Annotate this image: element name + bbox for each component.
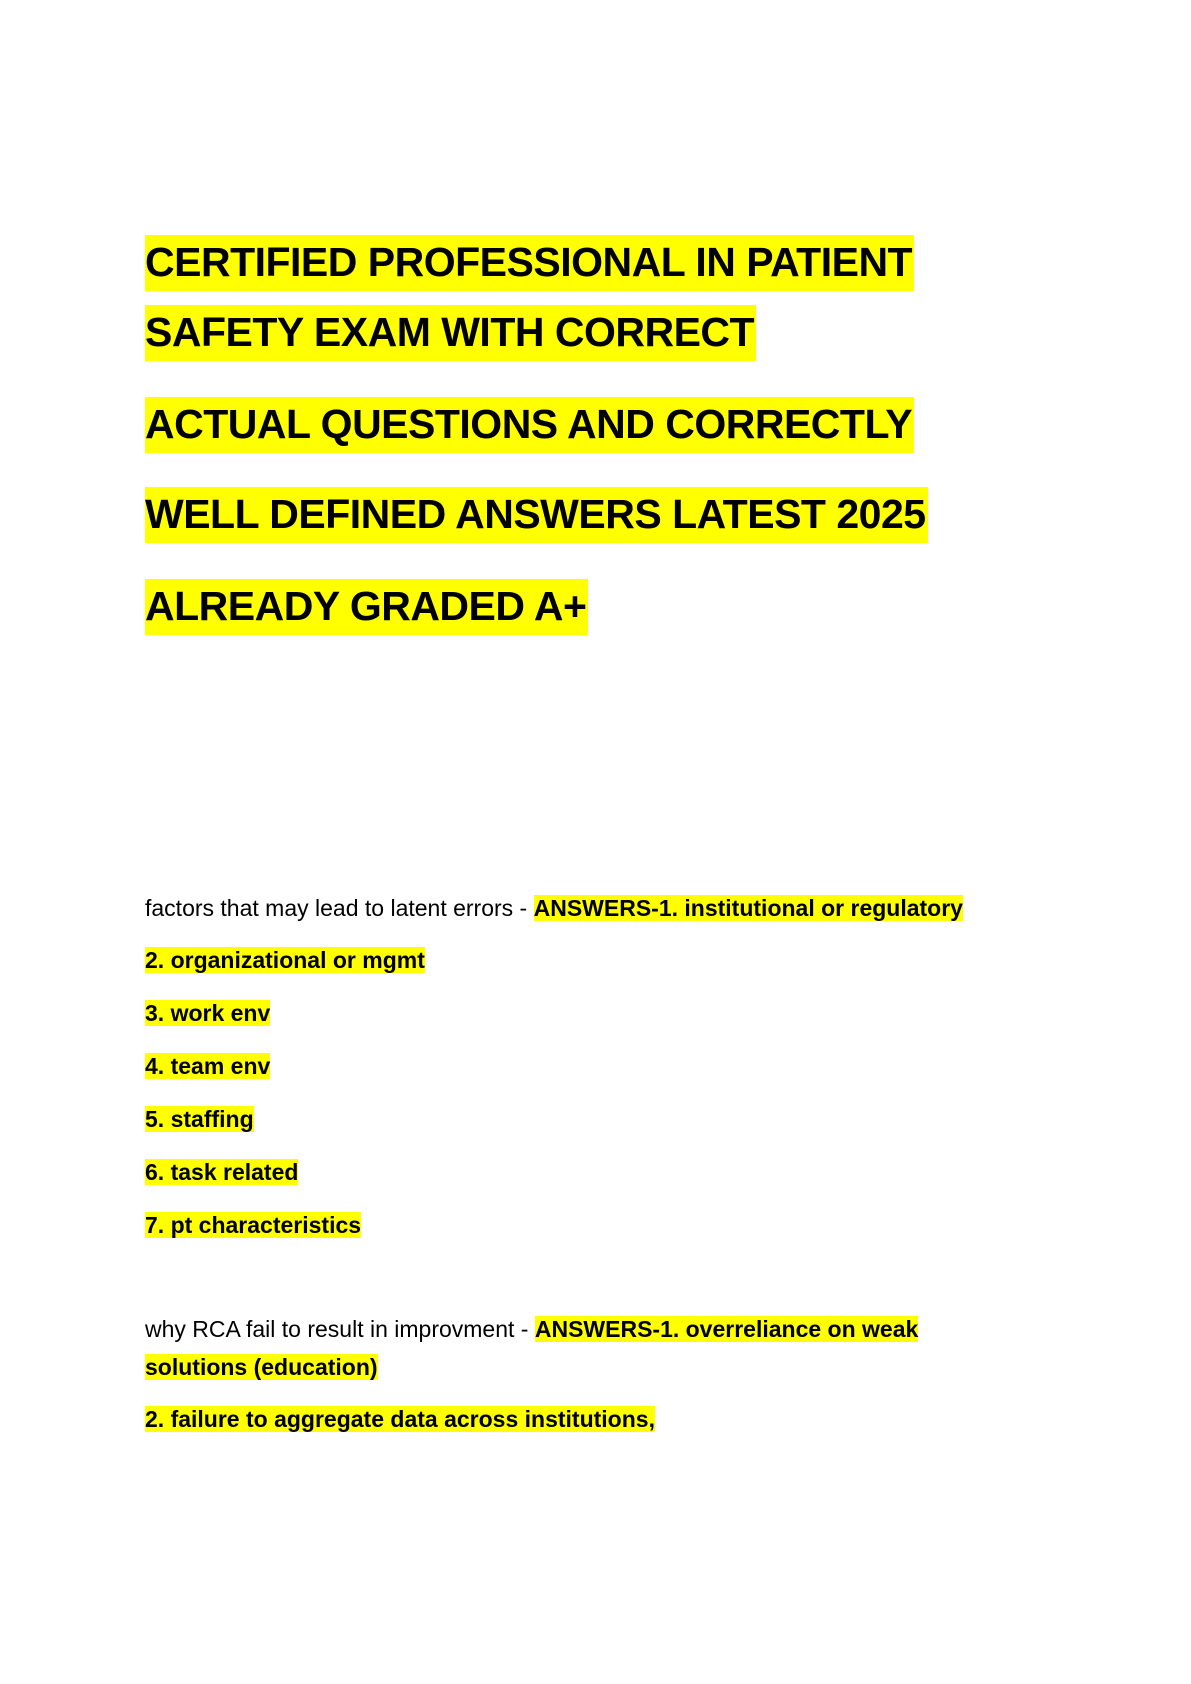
title-line: WELL DEFINED ANSWERS LATEST 2025 bbox=[145, 490, 928, 538]
answer-text: ANSWERS-1. institutional or regulatory bbox=[533, 895, 963, 921]
answer-item: 4. team env bbox=[145, 1053, 271, 1079]
answer-item: 2. failure to aggregate data across institutions, bbox=[145, 1406, 655, 1432]
answer-item: 7. pt characteristics bbox=[145, 1212, 362, 1238]
answer-item: 6. task related bbox=[145, 1159, 299, 1185]
question-text: factors that may lead to latent errors - bbox=[145, 895, 534, 921]
answer-item: 3. work env bbox=[145, 1000, 271, 1026]
answer-item: 2. organizational or mgmt bbox=[145, 947, 425, 973]
question-text: why RCA fail to result in improvment - bbox=[145, 1316, 535, 1342]
answer-item: 5. staffing bbox=[145, 1106, 254, 1132]
answer-text: ANSWERS-1. overreliance on weak bbox=[534, 1316, 919, 1342]
answer-continuation: solutions (education) bbox=[145, 1354, 378, 1380]
title-line: SAFETY EXAM WITH CORRECT bbox=[145, 308, 756, 356]
title-line: ALREADY GRADED A+ bbox=[145, 582, 588, 630]
title-line: CERTIFIED PROFESSIONAL IN PATIENT bbox=[145, 238, 914, 286]
question-1 bbox=[145, 888, 963, 928]
question-2 bbox=[145, 1309, 918, 1349]
title-line: ACTUAL QUESTIONS AND CORRECTLY bbox=[145, 400, 914, 448]
